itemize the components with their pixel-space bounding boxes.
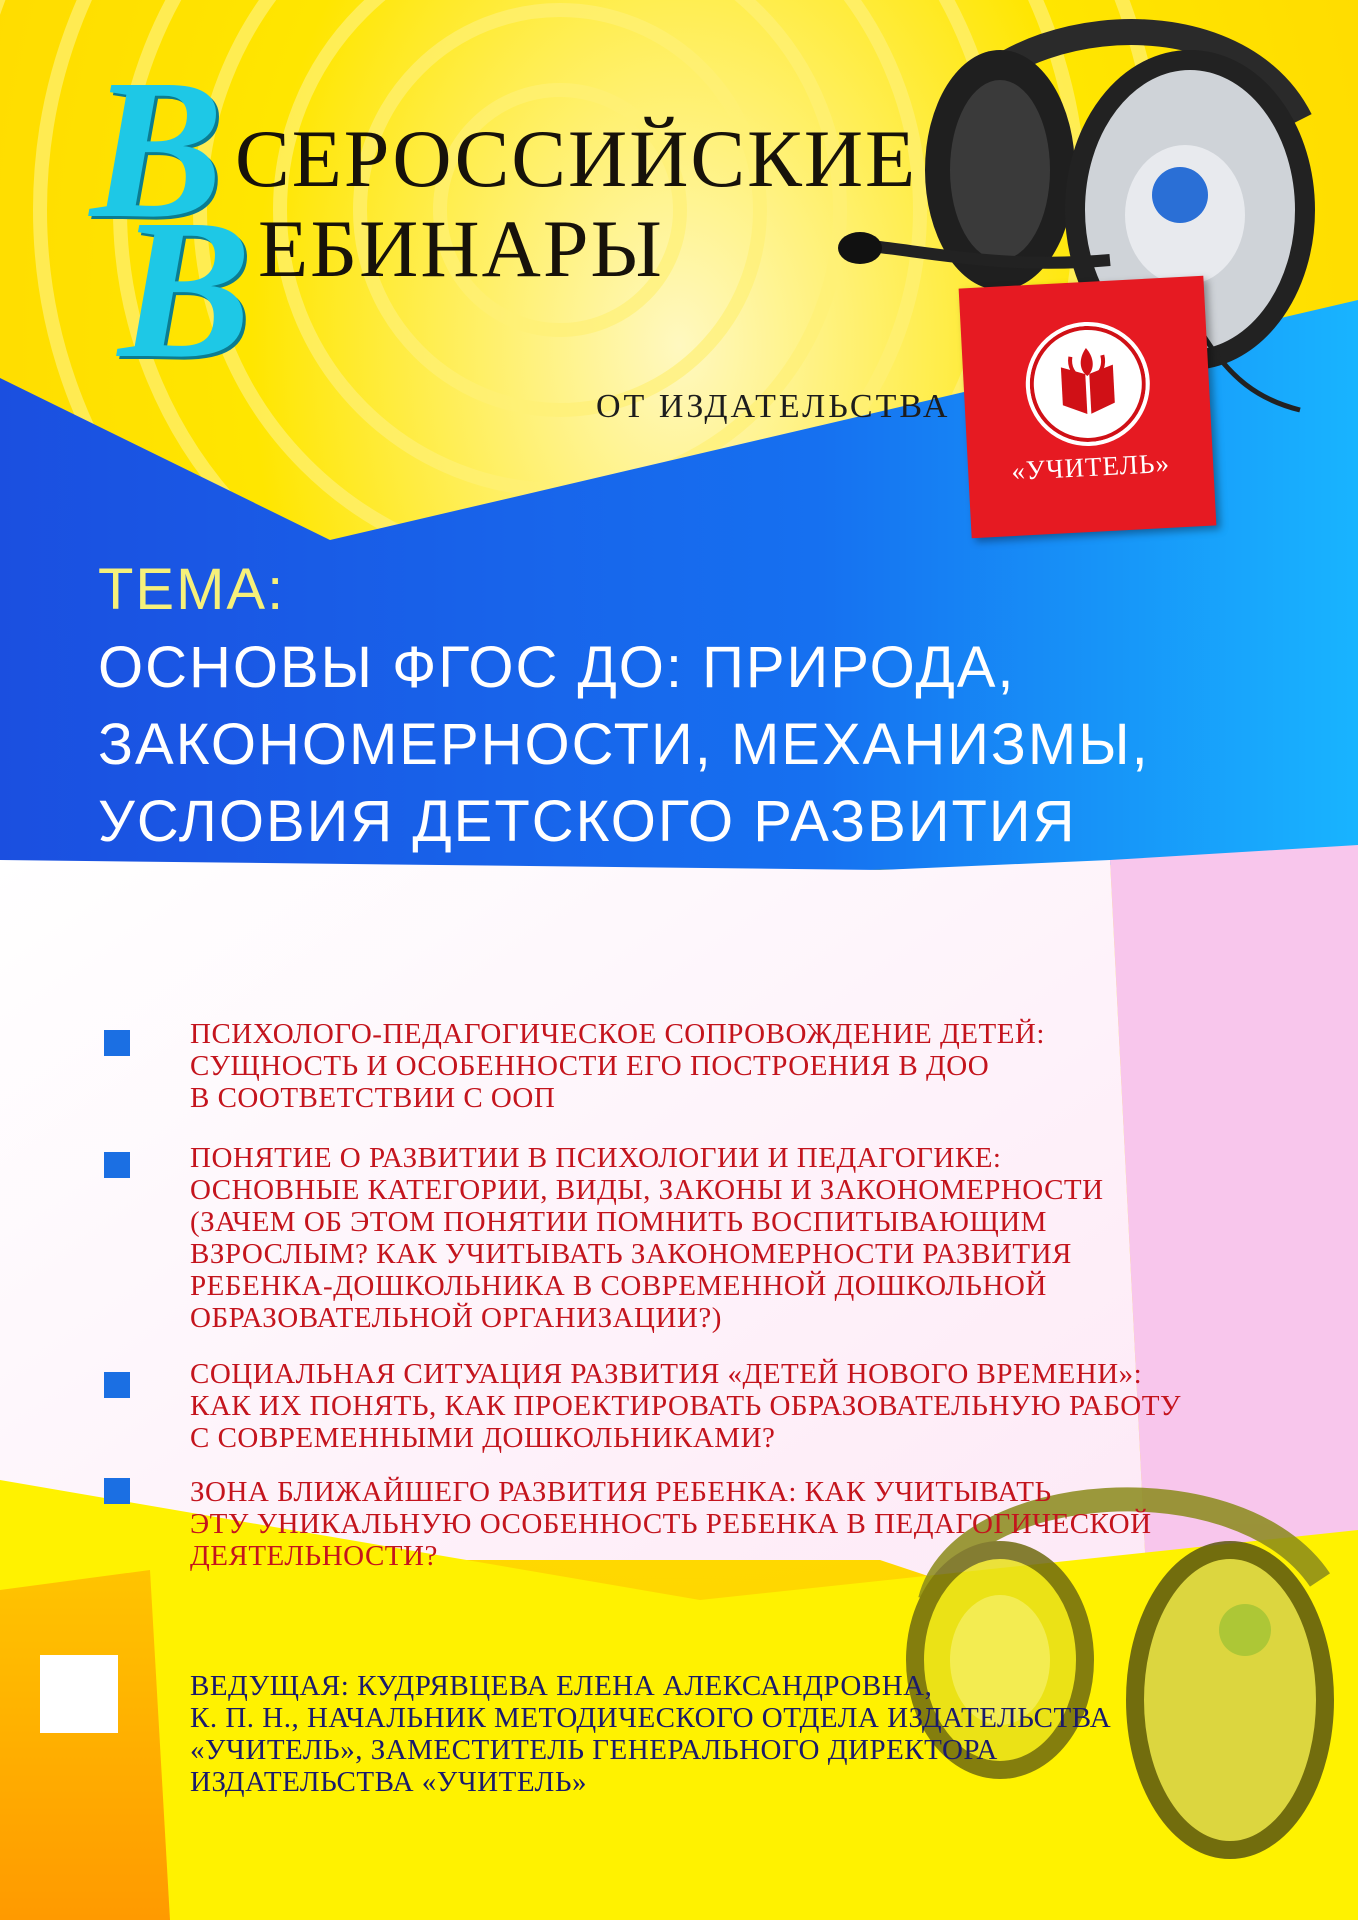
topic-line: С СОВРЕМЕННЫМИ ДОШКОЛЬНИКАМИ? (190, 1422, 776, 1454)
title-line-2: ЕБИНАРЫ (258, 203, 664, 294)
host-line: «УЧИТЕЛЬ», ЗАМЕСТИТЕЛЬ ГЕНЕРАЛЬНОГО ДИРЕКТОРА (190, 1734, 998, 1766)
bullet-square-icon (104, 1030, 130, 1056)
title-initial-2: В (118, 179, 252, 400)
topic-line: СОЦИАЛЬНАЯ СИТУАЦИЯ РАЗВИТИЯ «ДЕТЕЙ НОВОГО ВРЕМЕНИ»: (190, 1358, 1143, 1390)
topic-line: ПСИХОЛОГО-ПЕДАГОГИЧЕСКОЕ СОПРОВОЖДЕНИЕ ДЕТЕЙ: (190, 1018, 1045, 1050)
topic-line: ЭТУ УНИКАЛЬНУЮ ОСОБЕННОСТЬ РЕБЕНКА В ПЕДАГОГИЧЕСКОЙ (190, 1508, 1152, 1540)
bullet-square-icon (104, 1478, 130, 1504)
topic-line: В СООТВЕТСТВИИ С ООП (190, 1082, 556, 1114)
logo-emblem-icon (1023, 319, 1153, 449)
logo-name: «УЧИТЕЛЬ» (1010, 447, 1171, 487)
topic-line: ДЕЯТЕЛЬНОСТИ? (190, 1540, 438, 1572)
topic-line: ПОНЯТИЕ О РАЗВИТИИ В ПСИХОЛОГИИ И ПЕДАГОГИКЕ: (190, 1142, 1002, 1174)
topic-line: ЗОНА БЛИЖАЙШЕГО РАЗВИТИЯ РЕБЕНКА: КАК УЧИТЫВАТЬ (190, 1476, 1052, 1508)
theme-line: УСЛОВИЯ ДЕТСКОГО РАЗВИТИЯ (98, 789, 1077, 854)
theme-line: ЗАКОНОМЕРНОСТИ, МЕХАНИЗМЫ, (98, 712, 1150, 777)
host-line: К. П. Н., НАЧАЛЬНИК МЕТОДИЧЕСКОГО ОТДЕЛА ИЗДАТЕЛЬСТВА (190, 1702, 1112, 1734)
topic-line: ОБРАЗОВАТЕЛЬНОЙ ОРГАНИЗАЦИИ?) (190, 1302, 722, 1334)
bullet-square-icon (104, 1372, 130, 1398)
bullet-square-icon (104, 1152, 130, 1178)
topic-line: РЕБЕНКА-ДОШКОЛЬНИКА В СОВРЕМЕННОЙ ДОШКОЛЬНОЙ (190, 1270, 1047, 1302)
title-line-1: СЕРОССИЙСКИЕ (235, 113, 918, 204)
topic-line: ОСНОВНЫЕ КАТЕГОРИИ, ВИДЫ, ЗАКОНЫ И ЗАКОНОМЕРНОСТИ (190, 1174, 1104, 1206)
title-initial-1: В (90, 39, 224, 260)
topic-line: (ЗАЧЕМ ОБ ЭТОМ ПОНЯТИИ ПОМНИТЬ ВОСПИТЫВАЮЩИМ (190, 1206, 1047, 1238)
publisher-logo (959, 276, 1217, 538)
host-line: ИЗДАТЕЛЬСТВА «УЧИТЕЛЬ» (190, 1766, 587, 1798)
topic-line: ВЗРОСЛЫМ? КАК УЧИТЫВАТЬ ЗАКОНОМЕРНОСТИ РАЗВИТИЯ (190, 1238, 1072, 1270)
host-line: ВЕДУЩАЯ: КУДРЯВЦЕВА ЕЛЕНА АЛЕКСАНДРОВНА, (190, 1670, 933, 1702)
theme-label: ТЕМА: (98, 557, 286, 622)
topic-line: КАК ИХ ПОНЯТЬ, КАК ПРОЕКТИРОВАТЬ ОБРАЗОВАТЕЛЬНУЮ РАБОТУ (190, 1390, 1181, 1422)
theme-line: ОСНОВЫ ФГОС ДО: ПРИРОДА, (98, 635, 1016, 700)
publisher-text: ОТ ИЗДАТЕЛЬСТВА (596, 388, 951, 425)
topic-line: СУЩНОСТЬ И ОСОБЕННОСТИ ЕГО ПОСТРОЕНИЯ В ДОО (190, 1050, 990, 1082)
